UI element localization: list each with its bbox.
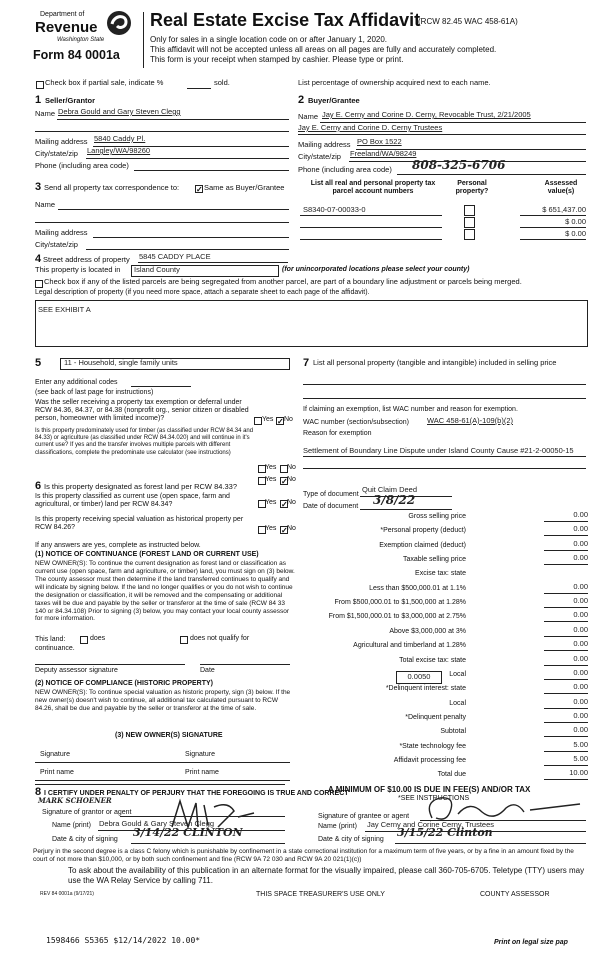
certify-statement: I CERTIFY UNDER PENALTY OF PERJURY THAT THE FOREGOING IS TRUE AND CORRECT bbox=[44, 790, 349, 797]
new-owner-print-label-1: Print name bbox=[40, 769, 74, 776]
header-note-3: This form is your receipt when stamped by cashier. Please type or print. bbox=[150, 55, 404, 64]
section-3-mailing-label: Mailing address bbox=[35, 228, 88, 237]
additional-codes-label: Enter any additional codes bbox=[35, 379, 118, 386]
continuance-label: continuance. bbox=[35, 645, 75, 652]
grantor-name-label: Name (print) bbox=[52, 822, 91, 829]
tax-row-label: Gross selling price bbox=[408, 513, 466, 520]
tax-row-value[interactable]: 0.00 bbox=[573, 639, 588, 649]
seller-heading: Seller/Grantor bbox=[45, 96, 96, 105]
buyer-mailing-label: Mailing address bbox=[298, 140, 351, 149]
current-use-question: Is this property classified as current use (open space, farm and agricultural, or timber) land per RCW 84.34? bbox=[35, 493, 230, 509]
notice-compliance-title: (2) NOTICE OF COMPLIANCE (HISTORIC PROPERTY) bbox=[35, 680, 213, 687]
grantee-date-field[interactable]: 3/15/22 Clinton bbox=[397, 826, 493, 839]
county-note: (for unincorporated locations please select your county) bbox=[282, 266, 470, 273]
personal-property-checkbox-3[interactable] bbox=[464, 229, 475, 240]
form-revision: REV 84 0001a (9/17/21) bbox=[40, 891, 94, 897]
agency-line1: Department of bbox=[40, 11, 85, 18]
personal-property-checkbox-2[interactable] bbox=[464, 217, 475, 228]
seller-city-label: City/state/zip bbox=[35, 149, 78, 158]
land-use-code-select[interactable] bbox=[60, 358, 290, 370]
tax-row-value[interactable]: 0.00 bbox=[573, 667, 588, 677]
buyer-name-field-1[interactable]: Jay E. Cerny and Corine D. Cerny, Revocable Trust, 2/21/2005 bbox=[322, 110, 531, 119]
current-use-no-checkbox[interactable]: ✓ bbox=[281, 500, 288, 509]
header-note-1: Only for sales in a single location code on or after January 1, 2020. bbox=[150, 35, 388, 44]
dor-swirl-icon bbox=[106, 10, 132, 36]
assessed-value-3[interactable]: $ 0.00 bbox=[565, 229, 586, 238]
if-yes-note: If any answers are yes, complete as instructed below. bbox=[35, 542, 201, 549]
grantee-name-label: Name (print) bbox=[318, 823, 357, 830]
partial-sale-sold: sold. bbox=[214, 78, 230, 87]
historic-question: Is this property receiving special valuation as historical property per RCW 84.26? bbox=[35, 516, 244, 532]
local-rate-field[interactable] bbox=[396, 671, 442, 684]
deputy-signature-label: Deputy assessor signature bbox=[35, 667, 118, 674]
tax-row-label: From $500,000.01 to $1,500,000 at 1.28% bbox=[334, 599, 466, 607]
tax-row-label: Affidavit processing fee bbox=[393, 756, 466, 764]
forest-yes-label: Yes bbox=[265, 476, 277, 483]
timber-no-label: No bbox=[287, 464, 296, 471]
tax-row-value[interactable]: 0.00 bbox=[573, 596, 588, 606]
buyer-heading: Buyer/Grantee bbox=[308, 96, 360, 105]
historic-yes-label: Yes bbox=[265, 525, 277, 532]
tax-row-value[interactable]: 0.00 bbox=[573, 610, 588, 620]
tax-row-label: Above $3,000,000 at 3% bbox=[389, 627, 466, 635]
section-3-city-label: City/state/zip bbox=[35, 240, 78, 249]
seller-name-label: Name bbox=[35, 109, 56, 118]
minimum-due-notice: A MINIMUM OF $10.00 IS DUE IN FEE(S) AND/OR TAX bbox=[328, 785, 531, 794]
buyer-phone-label: Phone (including area code) bbox=[298, 165, 392, 174]
form-number: Form 84 0001a bbox=[33, 48, 120, 62]
exemption-no-checkbox[interactable]: ✓ bbox=[277, 417, 284, 426]
seller-phone-label: Phone (including area code) bbox=[35, 161, 129, 170]
list-percentage-note: List percentage of ownership acquired next to each name. bbox=[298, 78, 491, 87]
form-title: Real Estate Excise Tax Affidavit bbox=[150, 10, 421, 30]
grantor-name-field[interactable]: Debra Gould & Gary Steven Clegg bbox=[99, 819, 215, 828]
document-date-field[interactable]: 3/8/22 bbox=[373, 493, 416, 507]
grantee-signature-label: Signature of grantee or agent bbox=[318, 813, 410, 820]
same-as-buyer-checkbox[interactable]: ✓ bbox=[196, 185, 203, 194]
document-date-label: Date of document bbox=[303, 503, 359, 510]
tax-row-label: Taxable selling price bbox=[402, 556, 466, 564]
grantor-handwritten-name: MARK SCHOENER bbox=[38, 796, 112, 805]
timber-question: Is this property predominately used for timber (as classified under RCW 84.34 and 84.33) or agriculture (as classified under RCW 84.34.020) and will continue in it's current use? If yes and the transfer involves multiple parcels with different classifications, complete the predominate use calculator (see instructions) bbox=[35, 428, 254, 456]
forest-land-question: Is this property designated as forest land per RCW 84.33? bbox=[44, 482, 238, 491]
legal-description-field[interactable] bbox=[35, 300, 588, 347]
tax-row-value[interactable]: 0.00 bbox=[573, 524, 588, 534]
located-in-label: This property is located in bbox=[35, 265, 121, 274]
section-8-number: 8 bbox=[35, 786, 42, 798]
tax-row-value[interactable]: 0.00 bbox=[573, 725, 588, 735]
buyer-name-field-2[interactable]: Jay E. Cerny and Corine D. Cerny Trustees bbox=[298, 123, 443, 132]
tax-row-label: Total excise tax: state bbox=[399, 656, 466, 664]
see-back-note: (see back of last page for instructions) bbox=[35, 389, 154, 396]
buyer-mailing-field[interactable]: PO Box 1522 bbox=[357, 137, 402, 146]
header-note-2: This affidavit will not be accepted unless all areas on all pages are fully and accurately completed. bbox=[150, 45, 497, 54]
tax-row-value[interactable]: 0.00 bbox=[573, 553, 588, 563]
legal-description-label: Legal description of property (if you need more space, attach a separate sheet to each page of the affidavit). bbox=[35, 289, 370, 296]
tax-row-value[interactable]: 5.00 bbox=[573, 739, 588, 749]
partial-sale-checkbox[interactable] bbox=[36, 81, 44, 89]
seller-name-field[interactable]: Debra Gould and Gary Steven Clegg bbox=[58, 107, 181, 116]
tax-row-label: *Personal property (deduct) bbox=[380, 527, 466, 535]
tax-row-label: From $1,500,000.01 to $3,000,000 at 2.75% bbox=[328, 613, 466, 621]
buyer-city-field[interactable]: Freeland/WA/98249 bbox=[350, 149, 417, 158]
form-statute: (RCW 82.45 WAC 458-61A) bbox=[418, 17, 518, 26]
document-type-label: Type of document bbox=[303, 491, 359, 498]
local-rate-value: 0.0050 bbox=[407, 672, 431, 681]
timber-yes-label: Yes bbox=[265, 464, 277, 471]
tax-row-label: Excise tax: state bbox=[415, 570, 466, 578]
wac-field[interactable]: WAC 458-61(A)-109(b)(2) bbox=[427, 416, 513, 425]
exemption-question: Was the seller receiving a property tax exemption or deferral under RCW 84.36, 84.37, or 84.38 (nonprofit org., senior citizen or disabled person, homeowner with limited income)? bbox=[35, 399, 249, 423]
cashier-stamp: 1598466 S5365 $12/14/2022 10.00* bbox=[46, 936, 201, 945]
grantor-date-label: Date & city of signing bbox=[52, 836, 118, 843]
seller-mailing-label: Mailing address bbox=[35, 137, 88, 146]
exemption-no-label: No bbox=[284, 416, 293, 423]
grantee-date-label: Date & city of signing bbox=[318, 836, 384, 843]
personal-property-col-header: Personal property? bbox=[455, 180, 489, 196]
assessed-value-col-header: Assessed value(s) bbox=[544, 180, 578, 196]
perjury-notice: Perjury in the second degree is a class C felony which is punishable by confinement in a state correctional institution for a maximum term of five years, or by a fine in an amount fixed by the court of not more than $10,000, or by both such confinement and fine (RCW 9A 72 030 and RCW 9A 20 021(1)(c)) bbox=[33, 848, 574, 864]
section-7-number: 7 bbox=[303, 357, 310, 369]
tax-row-label: Less than $500,000.01 at 1.1% bbox=[369, 584, 466, 592]
seller-mailing-field[interactable]: 5840 Caddy Pl. bbox=[94, 134, 146, 143]
reason-label: Reason for exemption bbox=[303, 430, 372, 437]
land-does-label: does bbox=[90, 635, 106, 642]
tax-row-value[interactable]: 0.00 bbox=[573, 510, 588, 519]
tax-row-label: *Delinquent interest: state bbox=[385, 685, 466, 693]
county-value: Island County bbox=[134, 265, 180, 274]
wac-label: WAC number (section/subsection) bbox=[303, 419, 409, 426]
exemption-yes-label: Yes bbox=[262, 416, 274, 423]
tax-row-label: Local bbox=[449, 699, 466, 707]
new-owner-print-label-2: Print name bbox=[185, 769, 219, 776]
tax-row-value[interactable]: 0.00 bbox=[573, 538, 588, 548]
new-owner-signature-label-2: Signature bbox=[185, 751, 215, 758]
tax-row-label: *State technology fee bbox=[399, 742, 466, 750]
historic-no-label: No bbox=[287, 525, 296, 532]
assessed-value-2[interactable]: $ 0.00 bbox=[565, 217, 586, 226]
land-does-not-checkbox[interactable] bbox=[180, 636, 188, 644]
section-3-number: 3 bbox=[35, 181, 42, 193]
agency-name: Revenue bbox=[35, 19, 98, 36]
exemption-intro: If claiming an exemption, list WAC number and reason for exemption. bbox=[303, 406, 518, 413]
county-select[interactable] bbox=[131, 265, 279, 277]
section-6-number: 6 bbox=[35, 480, 42, 492]
buyer-phone-field[interactable]: 808-325-6706 bbox=[412, 158, 506, 172]
county-assessor-label: COUNTY ASSESSOR bbox=[480, 891, 550, 898]
section-4-number: 4 bbox=[35, 253, 42, 265]
tax-row-value[interactable]: 5.00 bbox=[573, 753, 588, 763]
partial-sale-label: Check box if partial sale, indicate % bbox=[45, 78, 164, 87]
tax-row-label: Agricultural and timberland at 1.28% bbox=[353, 642, 466, 650]
tax-row-value[interactable]: 0.00 bbox=[573, 682, 588, 692]
section-5-number: 5 bbox=[35, 357, 42, 369]
grantor-date-field[interactable]: 3/14/22 CLINTON bbox=[133, 826, 243, 839]
street-address-field[interactable]: 5845 CADDY PLACE bbox=[139, 252, 211, 261]
this-land-label: This land: bbox=[35, 636, 66, 643]
tax-row-value[interactable]: 0.00 bbox=[573, 581, 588, 591]
tax-row-label: Exemption claimed (deduct) bbox=[379, 541, 466, 549]
exemption-yes-checkbox[interactable] bbox=[254, 417, 262, 425]
dor-logo bbox=[33, 10, 138, 66]
seller-city-field[interactable]: Langley/WA/98260 bbox=[87, 146, 151, 155]
see-instructions-note: *SEE INSTRUCTIONS bbox=[398, 795, 470, 802]
tax-row-value[interactable]: 0.00 bbox=[573, 653, 588, 663]
tax-row-value[interactable]: 0.00 bbox=[573, 710, 588, 720]
agency-state: Washington State bbox=[57, 37, 105, 43]
notice-continuance-text: NEW OWNER(S): To continue the current designation as forest land or classification as current use (open space, farm and agriculture, or timber) land, you must sign on (3) below. The county assessor must then determine if the land transferred continues to qualify and will indicate by signing below. If the land no longer qualifies or you do not wish to continue the designation or classification, it will be removed and the compensating or additional taxes will be due and payable by the seller or transferor at the time of sale (RCW 84 33 140 or 84.34.108) Prior to signing (3) below, you may contact your local county assessor for more information. bbox=[35, 560, 295, 623]
land-does-not-label: does not qualify for bbox=[190, 635, 250, 642]
buyer-city-label: City/state/zip bbox=[298, 152, 341, 161]
print-legal-note: Print on legal size pap bbox=[494, 939, 568, 946]
tax-row-value[interactable]: 0.00 bbox=[573, 624, 588, 634]
tax-row-label: *Delinquent penalty bbox=[405, 713, 466, 721]
deputy-date-label: Date bbox=[200, 667, 215, 674]
document-type-field[interactable]: Quit Claim Deed bbox=[362, 485, 418, 494]
tax-row-label: Local bbox=[449, 670, 466, 678]
alternate-format-notice: To ask about the availability of this publication in an alternate format for the visually impaired, please call 360-705-6705. Teletype (TTY) users may use the WA Relay Service by calling 711. bbox=[68, 866, 585, 885]
land-use-code-value: 11 - Household, single family units bbox=[64, 358, 178, 367]
same-as-buyer-label: Same as Buyer/Grantee bbox=[204, 183, 285, 192]
notice-compliance-text: NEW OWNER(S): To continue special valuation as historic property, sign (3) below. If the new owner(s) doesn't wish to continue, all additional tax calculated pursuant to RCW 84.26, shall be due and payable by the seller or transferor at the time of sale. bbox=[35, 689, 291, 712]
street-address-label: Street address of property bbox=[43, 255, 130, 264]
buyer-name-label: Name bbox=[298, 112, 319, 121]
section-3-label: Send all property tax correspondence to: bbox=[44, 183, 180, 192]
grantee-name-field[interactable]: Jay Cerny and Corine Cerny, Trustees bbox=[367, 820, 494, 829]
assessed-value-1[interactable]: $ 651,437.00 bbox=[542, 205, 586, 214]
historic-no-checkbox[interactable]: ✓ bbox=[281, 526, 288, 535]
forest-no-label: No bbox=[287, 476, 296, 483]
section-2-number: 2 bbox=[298, 94, 305, 106]
new-owner-signature-title: (3) NEW OWNER(S) SIGNATURE bbox=[115, 732, 223, 739]
legal-description-value: SEE EXHIBIT A bbox=[38, 305, 91, 314]
reason-field[interactable]: Settlement of Boundary Line Dispute under Island County Cause #21-2-00050-15 bbox=[303, 446, 574, 455]
tax-row-value[interactable]: 0.00 bbox=[573, 696, 588, 706]
personal-property-checkbox-1[interactable] bbox=[464, 205, 475, 216]
new-owner-signature-label-1: Signature bbox=[40, 751, 70, 758]
current-use-yes-label: Yes bbox=[265, 499, 277, 506]
grantor-signature-label: Signature of grantor or agent bbox=[42, 809, 132, 816]
current-use-no-label: No bbox=[287, 499, 296, 506]
segregated-label: Check box if any of the listed parcels are being segregated from another parcel, are part of a boundary line adjustment or parcels being merged. bbox=[44, 277, 522, 286]
treasurer-use-label: THIS SPACE TREASURER'S USE ONLY bbox=[256, 891, 385, 898]
parcel-number-1[interactable]: S8340-07-00033-0 bbox=[303, 205, 366, 214]
notice-continuance-title: (1) NOTICE OF CONTINUANCE (FOREST LAND OR CURRENT USE) bbox=[35, 551, 259, 558]
land-does-checkbox[interactable] bbox=[80, 636, 88, 644]
parcel-col-header: List all real and personal property tax parcel account numbers bbox=[310, 180, 436, 196]
forest-no-checkbox[interactable]: ✓ bbox=[281, 477, 288, 486]
section-1-number: 1 bbox=[35, 94, 42, 106]
segregated-checkbox[interactable] bbox=[35, 280, 43, 288]
tax-row-value[interactable]: 10.00 bbox=[569, 768, 588, 778]
tax-row-label: Total due bbox=[437, 771, 466, 779]
section-3-name-label: Name bbox=[35, 200, 56, 209]
personal-property-label: List all personal property (tangible and intangible) included in selling price bbox=[313, 358, 557, 367]
tax-row-label: Subtotal bbox=[440, 728, 466, 736]
